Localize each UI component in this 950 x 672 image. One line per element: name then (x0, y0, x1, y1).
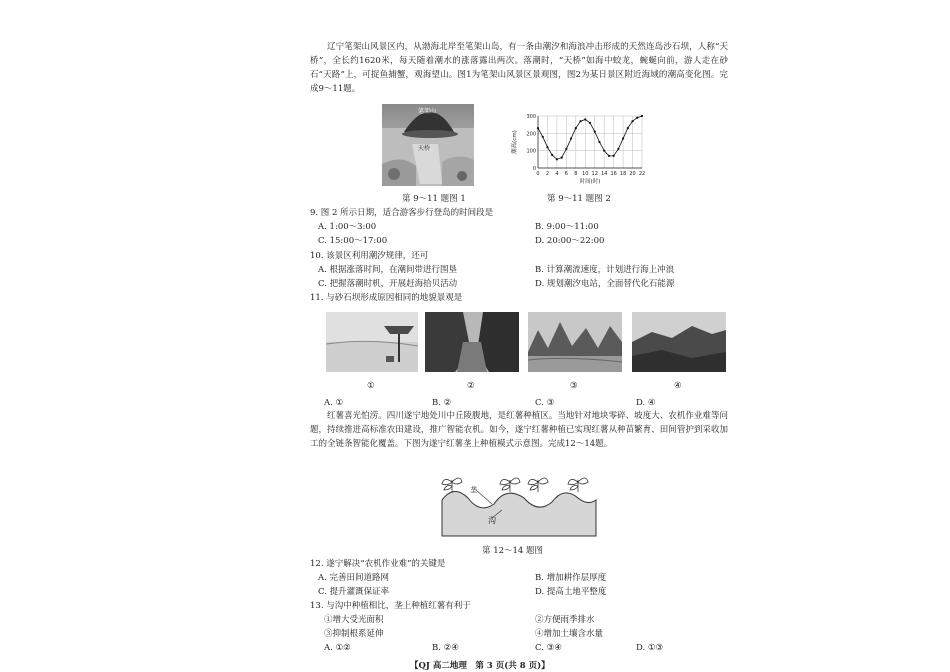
figure-3-caption: 第 12～14 题图 (482, 546, 544, 556)
y-tick-label: 200 (526, 131, 536, 138)
landform-label-3: ③ (570, 381, 578, 391)
tide-data-point (617, 148, 619, 150)
tide-data-point (546, 146, 548, 148)
tide-height-chart (510, 108, 648, 188)
question-10-option-a: A. 根据涨落时间，在潮间带进行围垦 (318, 265, 458, 275)
question-10-option-b: B. 计算潮流速度，计划进行海上冲浪 (535, 265, 675, 275)
tide-data-point (575, 127, 577, 129)
question-9-option-d: D. 20:00～22:00 (535, 236, 605, 246)
tide-data-point (594, 131, 596, 133)
x-tick-label: 22 (638, 171, 646, 177)
page-footer: 【QJ 高二地理 第 3 页(共 8 页)】 (410, 661, 550, 671)
tide-data-point (565, 148, 567, 150)
question-12-option-c: C. 提升灌溉保证率 (318, 587, 390, 597)
question-9-option-a: A. 1:00～3:00 (318, 222, 377, 232)
tide-data-point (603, 150, 605, 152)
landform-label-4: ④ (674, 381, 682, 391)
x-tick-label: 16 (610, 171, 617, 177)
tide-data-point (556, 158, 558, 160)
question-11-option-b: B. ② (432, 398, 452, 408)
question-13-option-a: A. ①② (324, 643, 351, 653)
x-tick-label: 4 (555, 171, 559, 177)
question-10-option-d: D. 规划潮汐电站，全面替代化石能源 (535, 279, 675, 289)
photo-label-mountain: 笔架山 (418, 108, 437, 115)
question-13-option-b: B. ②④ (432, 643, 459, 653)
question-13-statement-2: ②方便雨季排水 (535, 615, 595, 625)
tide-data-point (622, 137, 624, 139)
tide-data-point (551, 154, 553, 156)
y-axis-label: 潮高(cm) (512, 130, 518, 154)
question-11-stem: 11. 与砂石坝形成原因相同的地貌景观是 (310, 293, 463, 303)
landform-photo-2 (425, 312, 519, 372)
intro-paragraph-9-11: 辽宁笔架山风景区内，从渤海北岸至笔架山岛，有一条由潮汐和海浪冲击形成的天然连岛沙石坝，人称“天桥”，全长约1620米，每天随着潮水的涨落露出两次。落潮时，“天桥”如海中蛟龙，蜿蜒向前，游人走在砂石“天路”上，可捉鱼捕蟹，观海望山。图1为笔架山风景区景观图，图2为某日景区附近海域的潮高变化图。完成9～11题。 (310, 42, 728, 94)
tide-data-point (589, 122, 591, 124)
x-tick-label: 14 (600, 171, 608, 177)
figure-2-caption: 第 9～11 题图 2 (547, 194, 611, 204)
question-9-stem: 9. 图 2 所示日期，适合游客步行登岛的时间段是 (310, 208, 494, 218)
question-12-option-b: B. 增加耕作层厚度 (535, 573, 607, 583)
x-tick-label: 2 (545, 171, 550, 177)
tide-data-point (613, 155, 615, 157)
photo-label-bridge: 天桥 (418, 145, 431, 152)
ridge-label: 垄 (470, 486, 477, 494)
landform-photo-1 (326, 312, 418, 372)
question-12-option-a: A. 完善田间道路网 (318, 573, 390, 583)
y-tick-label: 300 (526, 114, 536, 120)
intro-paragraph-12-14: 红薯喜光怕涝。四川遂宁地处川中丘陵腹地，是红薯种植区。当地针对地块零碎、坡度大、农机作业难等问题，持续推进高标准农田建设，推广智能农机。如今，遂宁红薯种植已实现红薯从种苗繁育、田间管护到采收加工的全链条智能化覆盖。下图为遂宁红薯垄上种植模式示意图。完成12～14题。 (310, 411, 728, 449)
x-tick-label: 18 (619, 171, 627, 177)
tide-data-point (542, 136, 544, 138)
tide-data-point (608, 155, 610, 157)
y-tick-label: 0 (532, 166, 536, 172)
question-13-statement-3: ③抑制根系延伸 (324, 629, 384, 639)
x-tick-label: 20 (629, 171, 636, 177)
x-tick-label: 12 (591, 171, 598, 177)
x-tick-label: 6 (564, 171, 568, 177)
tide-data-point (636, 117, 638, 119)
ditch-label: 沟 (488, 516, 496, 525)
tide-data-point (627, 127, 629, 129)
tide-data-point (579, 120, 581, 122)
tide-data-point (598, 141, 600, 143)
question-9-option-b: B. 9:00～11:00 (535, 222, 599, 232)
tide-data-point (570, 137, 572, 139)
question-13-statement-1: ①增大受光面积 (324, 615, 384, 625)
landform-photo-3 (528, 312, 622, 372)
question-13-option-c: C. ③④ (535, 643, 562, 653)
landform-label-2: ② (467, 381, 475, 391)
tide-data-point (584, 118, 586, 120)
x-tick-label: 0 (536, 171, 540, 177)
figure-1-caption: 第 9～11 题图 1 (402, 194, 466, 204)
y-tick-label: 100 (526, 148, 536, 155)
question-13-option-d: D. ①③ (636, 643, 664, 653)
question-13-statement-4: ④增加土壤含水量 (535, 629, 604, 639)
question-11-option-a: A. ① (324, 398, 344, 408)
ridge-planting-diagram (432, 470, 602, 543)
x-tick-label: 10 (582, 171, 589, 177)
question-12-stem: 12. 遂宁解决“农机作业难”的关键是 (310, 559, 446, 569)
x-axis-label: 时间(时) (579, 179, 601, 185)
tide-data-point (537, 127, 539, 129)
question-11-option-c: C. ③ (535, 398, 555, 408)
question-12-option-d: D. 提高土地平整度 (535, 587, 607, 597)
tide-data-point (561, 157, 563, 159)
landform-label-1: ① (367, 381, 375, 391)
question-11-option-d: D. ④ (636, 398, 656, 408)
tide-data-point (631, 120, 633, 122)
x-tick-label: 8 (574, 171, 578, 177)
question-10-stem: 10. 该景区利用潮汐规律，还可 (310, 251, 429, 261)
question-9-option-c: C. 15:00～17:00 (318, 236, 388, 246)
question-13-stem: 13. 与沟中种植相比，垄上种植红薯有利于 (310, 601, 471, 611)
question-10-option-c: C. 把握落潮时机，开展赶海拾贝活动 (318, 279, 458, 289)
tide-data-point (641, 115, 643, 117)
landform-photo-4 (632, 312, 726, 372)
